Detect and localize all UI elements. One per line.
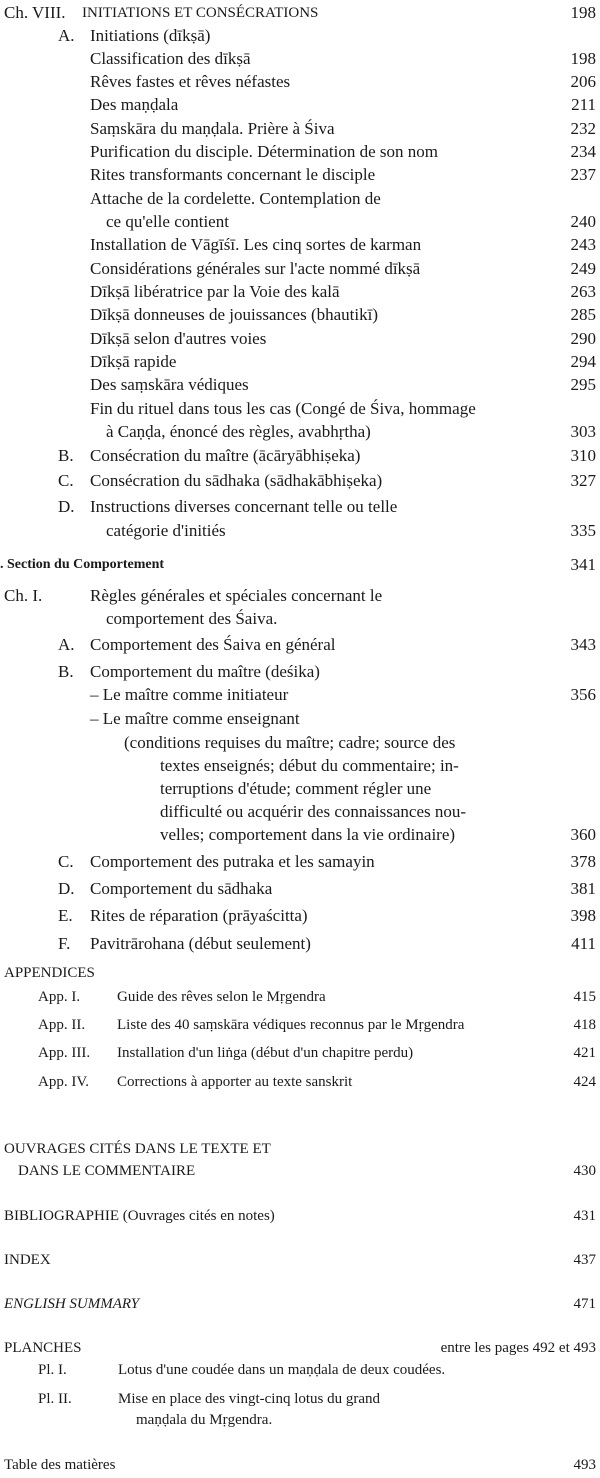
page-number: 381 xyxy=(570,879,596,898)
toc-line xyxy=(0,374,600,398)
toc-line xyxy=(0,801,600,825)
toc-entry: Consécration du maître (ācāryābhiṣeka) xyxy=(90,446,361,465)
page-number: 198 xyxy=(570,49,596,68)
toc-line xyxy=(0,188,600,212)
toc-label: App. IV. xyxy=(38,1074,89,1090)
section-title: ENGLISH SUMMARY xyxy=(4,1296,140,1312)
toc-line xyxy=(0,258,600,282)
toc-entry: Corrections à apporter au texte sanskrit xyxy=(117,1074,353,1090)
toc-line xyxy=(0,732,600,756)
toc-entry: Dīkṣā libératrice par la Voie des kalā xyxy=(90,282,340,301)
toc-label: App. III. xyxy=(38,1045,91,1061)
chapter-title: INITIATIONS ET CONSÉCRATIONS xyxy=(82,5,319,21)
toc-entry: Liste des 40 saṃskāra védiques reconnus par le Mṛgendra xyxy=(117,1017,465,1033)
page-number: 327 xyxy=(570,471,596,490)
toc-line xyxy=(0,661,600,685)
page-number: 237 xyxy=(570,165,596,184)
toc-entry: terruptions d'étude; comment régler une xyxy=(160,779,432,798)
toc-label: B. xyxy=(58,446,74,465)
toc-line xyxy=(0,684,600,708)
toc-label: C. xyxy=(58,471,74,490)
toc-line xyxy=(0,141,600,165)
toc-entry: Guide des rêves selon le Mṛgendra xyxy=(117,989,326,1005)
toc-label: App. I. xyxy=(38,989,81,1005)
toc-label: A. xyxy=(58,635,75,654)
toc-entry: Instructions diverses concernant telle ou telle xyxy=(90,497,398,516)
toc-line xyxy=(0,1409,600,1433)
toc-line xyxy=(0,48,600,72)
toc-entry: Comportement du maître (deśika) xyxy=(90,662,320,681)
toc-line xyxy=(0,824,600,848)
toc-label: App. II. xyxy=(38,1017,86,1033)
section-title: . Section du Comportement xyxy=(0,557,165,572)
section-title: PLANCHES xyxy=(4,1340,82,1356)
chapter-title: comportement des Śaiva. xyxy=(106,609,278,628)
page-number: 240 xyxy=(570,212,596,231)
page-number: 211 xyxy=(571,95,596,114)
page-number: 437 xyxy=(573,1252,596,1268)
toc-entry: Consécration du sādhaka (sādhakābhiṣeka) xyxy=(90,471,383,490)
toc-entry: Rêves fastes et rêves néfastes xyxy=(90,72,291,91)
toc-label: A. xyxy=(58,26,75,45)
toc-line xyxy=(0,905,600,929)
toc-line xyxy=(0,470,600,494)
page-number: 431 xyxy=(573,1208,596,1224)
toc-entry: Fin du rituel dans tous les cas (Congé de Śiva, hommage xyxy=(90,399,476,418)
toc-entry: – Le maître comme initiateur xyxy=(90,685,289,704)
page-number: 310 xyxy=(570,446,596,465)
section-title: OUVRAGES CITÉS DANS LE TEXTE ET xyxy=(4,1141,271,1157)
toc-line xyxy=(0,71,600,95)
page-number: 206 xyxy=(570,72,596,91)
toc-entry: Purification du disciple. Détermination de son nom xyxy=(90,142,438,161)
toc-entry: Dīkṣā selon d'autres voies xyxy=(90,329,267,348)
toc-label: Pl. II. xyxy=(38,1391,72,1407)
page-number: 415 xyxy=(573,989,596,1005)
page-number: 335 xyxy=(570,521,596,540)
toc-label: D. xyxy=(58,497,75,516)
toc-line xyxy=(0,445,600,469)
toc-line xyxy=(0,755,600,779)
toc-line xyxy=(0,986,600,1010)
toc-label: F. xyxy=(58,934,71,953)
page-number: entre les pages 492 et 493 xyxy=(440,1340,596,1356)
toc-line xyxy=(0,554,600,578)
toc-entry: difficulté ou acquérir des connaissances nou- xyxy=(160,802,467,821)
page-number: 341 xyxy=(570,555,596,574)
toc-line xyxy=(0,1249,600,1273)
toc-entry: Dīkṣā rapide xyxy=(90,352,177,371)
toc-line xyxy=(0,94,600,118)
toc-line xyxy=(0,211,600,235)
toc-entry: Initiations (dīkṣā) xyxy=(90,26,211,45)
toc-line xyxy=(0,421,600,445)
toc-entry: Installation de Vāgīśī. Les cinq sortes de karman xyxy=(90,235,422,254)
toc-label: B. xyxy=(58,662,74,681)
page-number: 378 xyxy=(570,852,596,871)
toc-entry: (conditions requises du maître; cadre; source des xyxy=(124,733,456,752)
toc-entry: Considérations générales sur l'acte nommé dīkṣā xyxy=(90,259,421,278)
toc-line xyxy=(0,304,600,328)
toc-label: C. xyxy=(58,852,74,871)
toc-line xyxy=(0,351,600,375)
toc-entry: Des maṇḍala xyxy=(90,95,179,114)
toc-entry: Comportement des putraka et les samayin xyxy=(90,852,375,871)
toc-entry: textes enseignés; début du commentaire; in- xyxy=(160,756,459,775)
section-title: BIBLIOGRAPHIE (Ouvrages cités en notes) xyxy=(4,1208,275,1224)
toc-entry: Mise en place des vingt-cinq lotus du grand xyxy=(118,1391,381,1407)
page-number: 285 xyxy=(570,305,596,324)
section-title: INDEX xyxy=(4,1252,51,1268)
toc-line xyxy=(0,281,600,305)
toc-line xyxy=(0,496,600,520)
toc-entry: Rites de réparation (prāyaścitta) xyxy=(90,906,308,925)
toc-entry: maṇḍala du Mṛgendra. xyxy=(136,1412,273,1428)
page-number: 249 xyxy=(570,259,596,278)
toc-line xyxy=(0,520,600,544)
page-number: 398 xyxy=(570,906,596,925)
toc-label: Ch. I. xyxy=(4,586,43,605)
page-number: 294 xyxy=(570,352,596,371)
page-number: 234 xyxy=(570,142,596,161)
page-number: 493 xyxy=(573,1457,596,1473)
toc-line xyxy=(0,1071,600,1095)
page-number: 471 xyxy=(573,1296,596,1312)
toc-line xyxy=(0,1042,600,1066)
toc-entry: Des saṃskāra védiques xyxy=(90,375,249,394)
toc-entry: Rites transformants concernant le disciple xyxy=(90,165,376,184)
toc-line xyxy=(0,164,600,188)
toc-entry: ce qu'elle contient xyxy=(106,212,229,231)
page-number: 295 xyxy=(570,375,596,394)
toc-entry: Comportement des Śaiva en général xyxy=(90,635,336,654)
section-title: APPENDICES xyxy=(4,965,95,981)
toc-line xyxy=(0,398,600,422)
toc-label: Ch. VIII. xyxy=(4,3,66,22)
page-number: 232 xyxy=(570,119,596,138)
toc-line xyxy=(0,933,600,957)
toc-line xyxy=(0,328,600,352)
page-number: 263 xyxy=(570,282,596,301)
page-number: 411 xyxy=(571,934,596,953)
page-number: 430 xyxy=(573,1163,596,1179)
toc-line xyxy=(0,1014,600,1038)
toc-line xyxy=(0,1293,600,1317)
toc-line xyxy=(0,585,600,609)
page-number: 343 xyxy=(570,635,596,654)
page-number: 198 xyxy=(570,3,596,22)
toc-entry: Attache de la cordelette. Contemplation de xyxy=(90,189,381,208)
toc-label: D. xyxy=(58,879,75,898)
toc-entry: catégorie d'initiés xyxy=(106,521,226,540)
chapter-title: Règles générales et spéciales concernant le xyxy=(90,586,383,605)
toc-entry: Comportement du sādhaka xyxy=(90,879,273,898)
toc-entry: à Caṇḍa, énoncé des règles, avabhṛtha) xyxy=(106,422,371,441)
toc-line xyxy=(0,851,600,875)
toc-entry: Saṃskāra du maṇḍala. Prière à Śiva xyxy=(90,119,335,138)
toc-entry: – Le maître comme enseignant xyxy=(90,709,300,728)
running-footer: Table des matières xyxy=(4,1457,116,1473)
toc-line xyxy=(0,1160,600,1184)
toc-entry: Installation d'un liṅga (début d'un chapitre perdu) xyxy=(117,1045,414,1061)
toc-line xyxy=(0,2,600,26)
page-number: 243 xyxy=(570,235,596,254)
page-number: 360 xyxy=(570,825,596,844)
page-number: 290 xyxy=(570,329,596,348)
toc-entry: velles; comportement dans la vie ordinaire) xyxy=(160,825,456,844)
toc-line xyxy=(0,1454,600,1478)
toc-entry: Classification des dīkṣā xyxy=(90,49,251,68)
toc-entry: Lotus d'une coudée dans un maṇḍala de deux coudées. xyxy=(118,1362,446,1378)
toc-line xyxy=(0,778,600,802)
section-title: DANS LE COMMENTAIRE xyxy=(18,1163,196,1179)
toc-label: Pl. I. xyxy=(38,1362,67,1378)
page-number: 421 xyxy=(573,1045,596,1061)
toc-line xyxy=(0,1138,600,1162)
page-number: 303 xyxy=(570,422,596,441)
toc-line xyxy=(0,708,600,732)
toc-line xyxy=(0,1205,600,1229)
toc-line xyxy=(0,608,600,632)
toc-line xyxy=(0,878,600,902)
page-number: 356 xyxy=(570,685,596,704)
toc-entry: Pavitrārohana (début seulement) xyxy=(90,934,311,953)
toc-line xyxy=(0,962,600,986)
toc-line xyxy=(0,1359,600,1383)
toc-label: E. xyxy=(58,906,73,925)
toc-entry: Dīkṣā donneuses de jouissances (bhautikī) xyxy=(90,305,378,324)
toc-line xyxy=(0,118,600,142)
page-number: 418 xyxy=(573,1017,596,1033)
toc-line xyxy=(0,234,600,258)
toc-line xyxy=(0,634,600,658)
page-number: 424 xyxy=(573,1074,596,1090)
toc-line xyxy=(0,25,600,49)
toc-line xyxy=(0,1337,600,1361)
